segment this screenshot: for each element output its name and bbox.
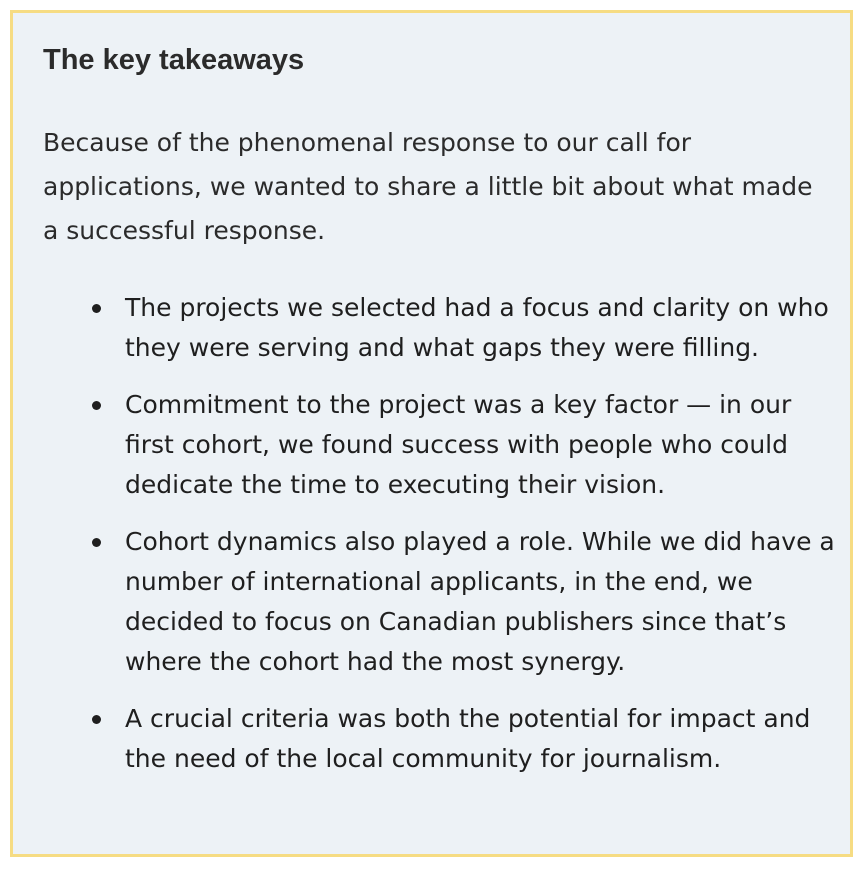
key-takeaways-callout: [10, 10, 853, 857]
list-item-text: Cohort dynamics also played a role. While we did have a number of international applicants, in the end, we decided to focus on Canadian publishers since that’s where the cohort had the most synergy.: [125, 527, 835, 676]
bullet-icon: [92, 715, 101, 724]
bullet-icon: [92, 401, 101, 410]
list-item-text: A crucial criteria was both the potential for impact and the need of the local community for journalism.: [125, 704, 811, 773]
callout-intro-paragraph: Because of the phenomenal response to our call for applications, we wanted to share a little bit about what made a successful response.: [43, 128, 813, 245]
bullet-icon: [92, 304, 101, 313]
list-item-text: The projects we selected had a focus and clarity on who they were serving and what gaps they were filling.: [125, 293, 829, 362]
list-item: [125, 522, 843, 682]
list-item: [125, 385, 843, 505]
list-item: [125, 288, 843, 368]
bullet-icon: [92, 538, 101, 547]
takeaways-list: [125, 288, 843, 796]
list-item-text: Commitment to the project was a key factor — in our first cohort, we found success with people who could dedicate the time to executing their vision.: [125, 390, 792, 499]
callout-title: The key takeaways: [43, 44, 305, 76]
list-item: [125, 699, 843, 779]
